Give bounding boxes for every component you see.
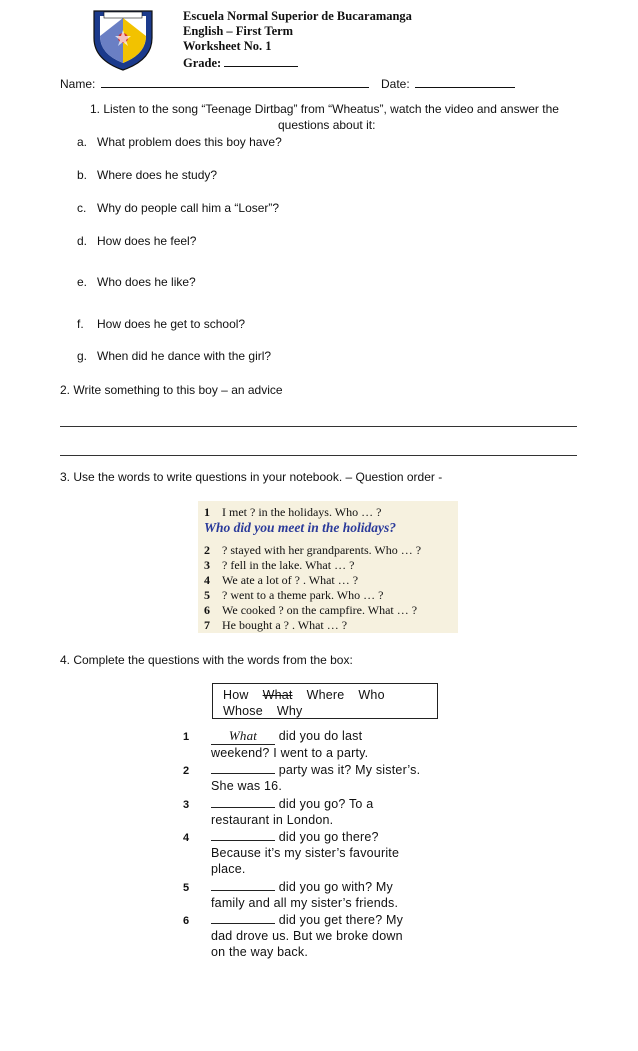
date-label: Date: [381,77,410,91]
word-whose: Whose [223,704,263,718]
q4-item-number: 6 [183,915,190,927]
q1-prompt-line2: questions about it: [278,118,376,132]
word-who: Who [358,688,385,702]
q1-item-letter: c. [77,201,87,215]
q1-item-e [77,275,196,289]
answer-blank[interactable] [211,923,275,924]
word-why: Why [276,704,303,718]
q3-item: 4 We ate a lot of ? . What … ? [204,573,359,587]
q1-item-text: Who does he like? [97,275,196,289]
q4-word-box [212,683,438,719]
worksheet-number: Worksheet No. 1 [183,39,272,53]
q3-exercise-panel [198,501,458,633]
q4-item-3: did you go? To a restaurant in London. [211,797,374,827]
grade-blank[interactable] [224,54,298,67]
word-how: How [223,688,249,702]
q3-item: 6 We cooked ? on the campfire. What … ? [204,603,418,617]
q2-answer-line-2[interactable] [60,455,577,456]
q4-item-number: 5 [183,882,190,894]
word-where: Where [306,688,345,702]
q3-example-answer: Who did you meet in the holidays? [204,520,397,535]
q4-item-5: did you go with? My family and all my sister’s friends. [211,880,399,910]
q1-item-text: How does he feel? [97,234,197,248]
word-what: What [262,688,293,702]
q4-item-number: 4 [183,832,190,844]
date-blank[interactable] [415,75,515,88]
q1-item-letter: g. [77,349,88,363]
answer-blank[interactable] [211,840,275,841]
name-label: Name: [60,77,96,91]
q1-item-letter: e. [77,275,88,289]
q4-item-4: did you go there? Because it’s my sister’s favourite place. [211,830,400,876]
q1-item-d [77,234,196,248]
name-blank[interactable] [101,75,369,88]
q1-item-text: When did he dance with the girl? [97,349,272,363]
q4-item-2: party was it? My sister’s. She was 16. [211,763,421,793]
q4-item-6: did you get there? My dad drove us. But we broke down on the way back. [211,913,404,959]
q2-prompt: 2. Write something to this boy – an advice [60,383,283,397]
answer-blank[interactable] [211,807,275,808]
q1-item-text: Why do people call him a “Loser”? [97,201,280,215]
date-field [381,75,515,91]
q1-item-text: Where does he study? [97,168,218,182]
grade-label: Grade: [183,56,222,70]
grade-field [183,54,298,71]
q4-item-1: What did you do last weekend? I went to a party. [211,728,369,760]
q3-item: 1 I met ? in the holidays. Who … ? [204,505,382,519]
q1-prompt-line1: 1. Listen to the song “Teenage Dirtbag” from “Wheatus”, watch the video and answer the [90,102,559,116]
q1-item-b [77,168,217,182]
q1-item-text: How does he get to school? [97,317,246,331]
q2-answer-line-1[interactable] [60,426,577,427]
q1-item-a [77,135,282,149]
answer-blank[interactable] [211,773,275,774]
subject-term: English – First Term [183,24,294,38]
q3-item: 5 ? went to a theme park. Who … ? [204,588,384,602]
q1-item-g [77,349,271,363]
q3-prompt: 3. Use the words to write questions in your notebook. – Question order - [60,470,443,484]
q3-item: 7 He bought a ? . What … ? [204,618,348,632]
q1-item-letter: b. [77,168,88,182]
q4-prompt: 4. Complete the questions with the words from the box: [60,653,353,667]
q1-item-letter: f. [77,317,84,331]
answer-blank[interactable] [211,890,275,891]
school-name: Escuela Normal Superior de Bucaramanga [183,9,412,23]
q1-item-text: What problem does this boy have? [97,135,282,149]
q1-item-f [77,317,245,331]
q3-item: 2 ? stayed with her grandparents. Who … ? [204,543,422,557]
school-crest-logo [90,8,156,72]
q4-item-number: 1 [183,731,190,743]
q4-item-number: 2 [183,765,190,777]
answer-blank[interactable]: What [211,728,275,745]
q3-item: 3 ? fell in the lake. What … ? [204,558,355,572]
q1-item-c [77,201,279,215]
q1-item-letter: a. [77,135,88,149]
q4-item-number: 3 [183,799,190,811]
q1-item-letter: d. [77,234,88,248]
name-field [60,75,369,91]
